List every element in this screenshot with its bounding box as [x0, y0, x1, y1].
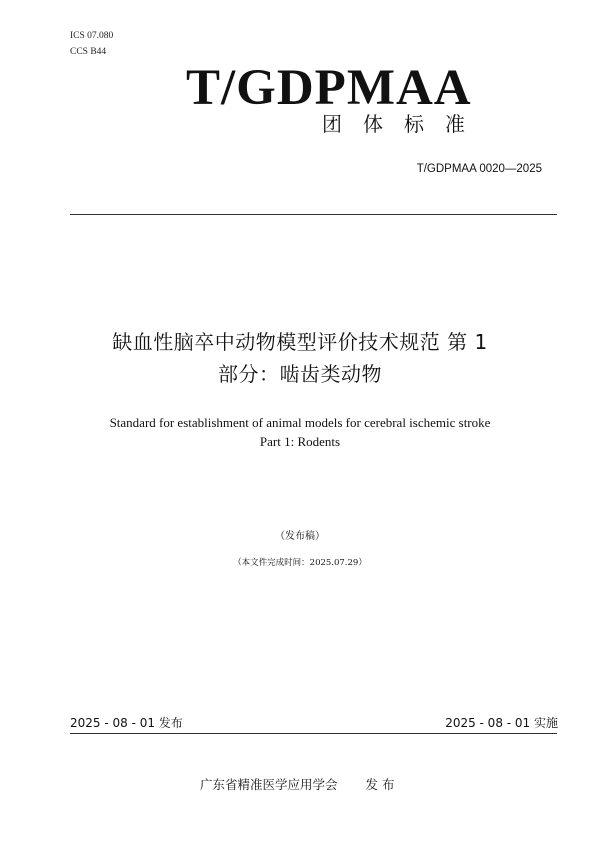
organization-code: T/GDPMAA [186, 60, 472, 116]
classification-codes [70, 28, 113, 60]
implementation-date: 2025 - 08 - 01 实施 [445, 716, 558, 730]
ics-code: ICS 07.080 [70, 31, 114, 41]
standard-type: 团体标准 [322, 112, 486, 136]
chinese-title [40, 326, 560, 390]
standard-number: T/GDPMAA 0020—2025 [416, 163, 542, 175]
draft-status: （发布稿） [275, 531, 325, 542]
completion-date: （本文件完成时间：2025.07.29） [233, 558, 367, 568]
chinese-title-line-1: 缺血性脑卒中动物模型评价技术规范 第 1 [112, 330, 488, 354]
english-title-line-1: Standard for establishment of animal models for cerebral ischemic stroke [109, 415, 491, 430]
publisher [200, 776, 395, 794]
chinese-title-line-2: 部分：啮齿类动物 [218, 362, 382, 386]
bottom-divider [70, 733, 557, 734]
issue-date: 2025 - 08 - 01 发布 [70, 716, 183, 730]
top-divider [70, 214, 557, 215]
publisher-action: 发 布 [365, 777, 395, 792]
ccs-code: CCS B44 [70, 47, 107, 57]
english-title [40, 413, 560, 451]
publisher-name: 广东省精准医学应用学会 [200, 777, 338, 792]
english-title-line-2: Part 1: Rodents [259, 434, 341, 449]
